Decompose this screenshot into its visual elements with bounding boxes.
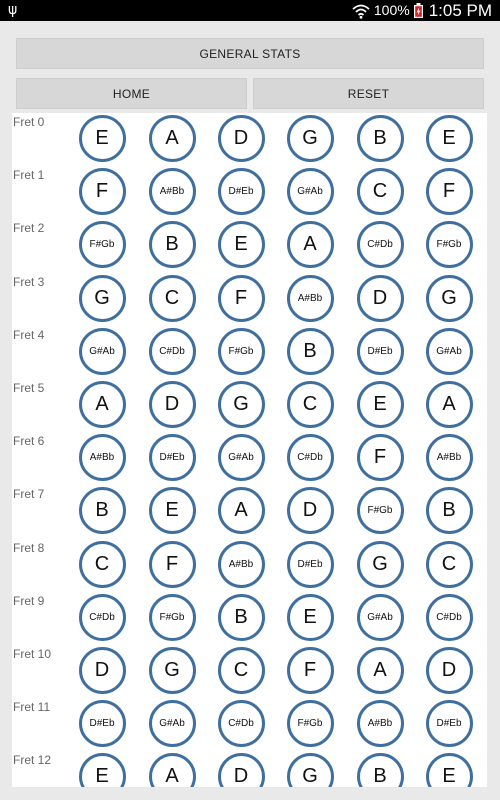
general-stats-button[interactable]: GENERAL STATS [16,38,484,69]
note-button[interactable]: A#Bb [357,700,404,747]
note-button[interactable]: C#Db [79,594,126,641]
fret-label: Fret 1 [13,168,45,183]
fret-label: Fret 2 [13,221,45,236]
note-button[interactable]: C#Db [287,434,334,481]
note-button[interactable]: A [287,221,334,268]
battery-charging-icon [414,3,423,18]
note-button[interactable]: G [218,381,265,428]
clock: 1:05 PM [428,1,492,20]
note-button[interactable]: F#Gb [287,700,334,747]
note-button[interactable]: A#Bb [218,541,265,588]
note-button[interactable]: E [149,487,196,534]
fret-label: Fret 9 [13,593,45,608]
note-button[interactable]: F#Gb [79,221,126,268]
fret-row [12,379,487,432]
note-button[interactable]: F [357,434,404,481]
note-button[interactable]: F [218,275,265,322]
fret-row [12,539,487,592]
note-button[interactable]: F#Gb [357,487,404,534]
fret-label: Fret 6 [13,434,45,449]
fret-label: Fret 4 [13,327,45,342]
status-bar [0,0,500,21]
note-button[interactable]: A [149,115,196,162]
note-button[interactable]: C [357,168,404,215]
note-button[interactable]: C#Db [426,594,473,641]
reset-button[interactable]: RESET [253,78,484,109]
note-button[interactable]: E [218,221,265,268]
home-button[interactable]: HOME [16,78,247,109]
note-button[interactable]: F [287,647,334,694]
note-button[interactable]: F [79,168,126,215]
note-button[interactable]: G#Ab [287,168,334,215]
fret-row [12,432,487,485]
note-button[interactable]: D [79,647,126,694]
note-button[interactable]: B [357,753,404,787]
note-button[interactable]: D [357,275,404,322]
fret-label: Fret 11 [13,700,51,715]
note-button[interactable]: F [149,541,196,588]
note-button[interactable]: G#Ab [426,328,473,375]
note-button[interactable]: D#Eb [426,700,473,747]
note-button[interactable]: C [149,275,196,322]
fret-row [12,273,487,326]
note-button[interactable]: C#Db [218,700,265,747]
note-button[interactable]: E [357,381,404,428]
fret-label: Fret 5 [13,381,45,395]
note-button[interactable]: D [426,647,473,694]
battery-percent: 100% [373,2,410,18]
note-button[interactable]: A [426,381,473,428]
note-button[interactable]: C [218,647,265,694]
note-button[interactable]: B [79,487,126,534]
note-button[interactable]: G#Ab [149,700,196,747]
note-button[interactable]: G [287,115,334,162]
wifi-icon [352,3,370,19]
fret-label: Fret 7 [13,487,45,502]
note-button[interactable]: D#Eb [149,434,196,481]
note-button[interactable]: C#Db [357,221,404,268]
note-button[interactable]: A#Bb [149,168,196,215]
note-button[interactable]: A [357,647,404,694]
note-button[interactable]: D [287,487,334,534]
fret-row [12,485,487,538]
note-button[interactable]: A [79,381,126,428]
note-button[interactable]: G [79,275,126,322]
fret-label: Fret 0 [13,115,45,129]
fret-row [12,645,487,698]
note-button[interactable]: G [149,647,196,694]
note-button[interactable]: G#Ab [218,434,265,481]
note-button[interactable]: B [357,115,404,162]
fret-row [12,326,487,379]
note-button[interactable]: C#Db [149,328,196,375]
note-button[interactable]: D#Eb [218,168,265,215]
note-button[interactable]: A#Bb [287,275,334,322]
note-button[interactable]: G#Ab [357,594,404,641]
fret-row [12,592,487,645]
note-button[interactable]: F#Gb [426,221,473,268]
fret-row [12,751,487,787]
note-button[interactable]: D [218,753,265,787]
note-button[interactable]: A [218,487,265,534]
fret-label: Fret 12 [13,753,52,768]
note-button[interactable]: B [287,328,334,375]
fretboard [12,113,487,787]
note-button[interactable]: G [426,275,473,322]
fret-label: Fret 3 [13,274,45,289]
note-button[interactable]: G#Ab [79,328,126,375]
fret-row [12,219,487,272]
note-button[interactable]: E [79,753,126,787]
note-button[interactable]: E [426,115,473,162]
note-button[interactable]: D [149,381,196,428]
note-button[interactable]: C [426,541,473,588]
note-button[interactable]: D [218,115,265,162]
note-button[interactable]: A#Bb [426,434,473,481]
note-button[interactable]: G [287,753,334,787]
fret-row [12,698,487,751]
note-button[interactable]: E [79,115,126,162]
note-button[interactable]: F#Gb [149,594,196,641]
fret-row [12,166,487,219]
note-button[interactable]: B [218,594,265,641]
note-button[interactable]: D#Eb [357,328,404,375]
note-button[interactable]: D#Eb [287,541,334,588]
note-button[interactable]: F#Gb [218,328,265,375]
status-indicators [352,0,492,21]
fret-label: Fret 10 [13,647,52,661]
note-button[interactable]: B [149,221,196,268]
note-button[interactable]: G [357,541,404,588]
fret-row [12,113,487,166]
fret-label: Fret 8 [13,540,45,555]
note-button[interactable]: A#Bb [79,434,126,481]
note-button[interactable]: B [426,487,473,534]
note-button[interactable]: C [287,381,334,428]
note-button[interactable]: A [149,753,196,787]
note-button[interactable]: F [426,168,473,215]
note-button[interactable]: D#Eb [79,700,126,747]
note-button[interactable]: C [79,541,126,588]
note-button[interactable]: E [426,753,473,787]
usb-icon: ψ [8,2,18,18]
note-button[interactable]: E [287,594,334,641]
